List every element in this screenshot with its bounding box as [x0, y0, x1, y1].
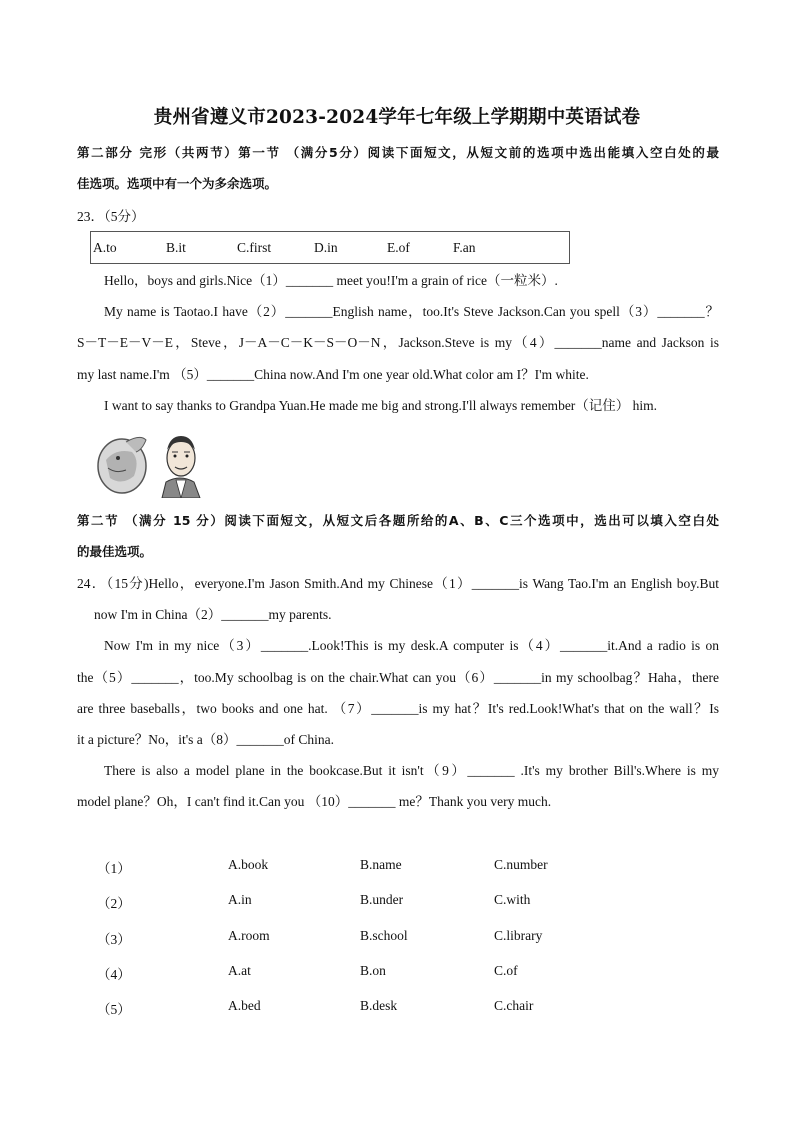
passage-line: my last name.I'm （5）_______China now.And I'm one year old.What color am I？I'm white.	[77, 366, 589, 382]
choice-c: C.of	[494, 963, 518, 978]
passage-line: the（5）_______，too.My schoolbag is on the chair.What can you（6）_______in my schoolbag？Haha，there	[77, 669, 719, 685]
part2-instruction-line-1: 第二部分 完形（共两节）第一节 （满分5分）阅读下面短文，从短文前的选项中选出能填入空白处的最	[77, 145, 719, 160]
word-bank-option: F.an	[453, 240, 476, 255]
part2-instruction-line-2: 佳选项。选项中有一个为多余选项。	[77, 176, 278, 191]
choice-c: C.number	[494, 857, 548, 872]
word-bank-option: D.in	[314, 240, 338, 255]
choice-number: （3）	[97, 932, 131, 947]
passage-line: 24．（15分)Hello，everyone.I'm Jason Smith.And my Chinese（1）_______is Wang Tao.I'm an English boy.But	[77, 576, 719, 591]
choice-a: A.at	[228, 963, 251, 978]
passage-line: S－T－E－V－E，Steve，J－A－C－K－S－O－N，Jackson.Steve is my（4）_______name and Jackson is	[77, 335, 719, 351]
word-bank-option: C.first	[237, 240, 272, 255]
section2-instruction-line-2: 的最佳选项。	[77, 544, 153, 559]
question-24-passage	[77, 568, 719, 818]
question-23-passage	[77, 265, 719, 421]
choice-b: B.under	[360, 892, 404, 907]
question-23-header: 23．（5分）	[77, 209, 145, 224]
grandpa-portrait-icon	[162, 436, 200, 498]
word-bank-option: B.it	[166, 240, 186, 255]
choice-b: B.desk	[360, 998, 398, 1013]
choice-a: A.book	[228, 857, 269, 872]
choice-c: C.chair	[494, 998, 534, 1013]
choice-number: （2）	[97, 896, 131, 911]
passage-line: There is also a model plane in the bookcase.But it isn't（9）_______ .It's my brother Bill's.Where is my	[104, 763, 719, 779]
passage-line: Hello，boys and girls.Nice（1）_______ meet you!I'm a grain of rice（一粒米）.	[104, 273, 558, 288]
choice-number: （1）	[97, 861, 131, 876]
passage-line: are three baseballs，two books and one hat. （7）_______is my hat？It's red.Look!What's that on the wall？Is	[77, 700, 719, 716]
rice-grain-icon	[98, 437, 146, 493]
section2-instructions	[77, 505, 719, 567]
passage-line: I want to say thanks to Grandpa Yuan.He made me big and strong.I'll always remember（记住） him.	[104, 397, 658, 413]
choice-b: B.name	[360, 857, 402, 872]
choice-number: （5）	[97, 1002, 131, 1017]
choice-c: C.with	[494, 892, 531, 907]
choice-b: B.on	[360, 963, 386, 978]
illustration	[96, 430, 222, 498]
choice-a: A.in	[228, 892, 252, 907]
choice-b: B.school	[360, 928, 408, 943]
choice-a: A.room	[228, 928, 270, 943]
passage-line: My name is Taotao.I have（2）_______English name，too.It's Steve Jackson.Can you spell（3）_______？	[104, 304, 719, 320]
part2-instructions	[77, 137, 719, 199]
word-bank-option: A.to	[93, 240, 117, 255]
passage-line: Now I'm in my nice（3）_______.Look!This is my desk.A computer is（4）_______it.And a radio is on	[104, 638, 719, 654]
passage-line: it a picture？No，it's a（8）_______of China.	[77, 732, 335, 748]
choice-a: A.bed	[228, 998, 261, 1013]
passage-line: now I'm in China（2）_______my parents.	[94, 607, 332, 623]
passage-line: model plane？Oh，I can't find it.Can you （10）_______ me？Thank you very much.	[77, 794, 552, 810]
exam-title: 贵州省遵义市2023-2024学年七年级上学期期中英语试卷	[153, 107, 641, 128]
section2-instruction-line-1: 第二节 （满分 15 分）阅读下面短文，从短文后各题所给的A、B、C三个选项中，选出可以填入空白处	[77, 513, 719, 528]
word-bank-option: E.of	[387, 240, 410, 255]
choice-number: （4）	[97, 967, 131, 982]
choice-c: C.library	[494, 928, 543, 943]
